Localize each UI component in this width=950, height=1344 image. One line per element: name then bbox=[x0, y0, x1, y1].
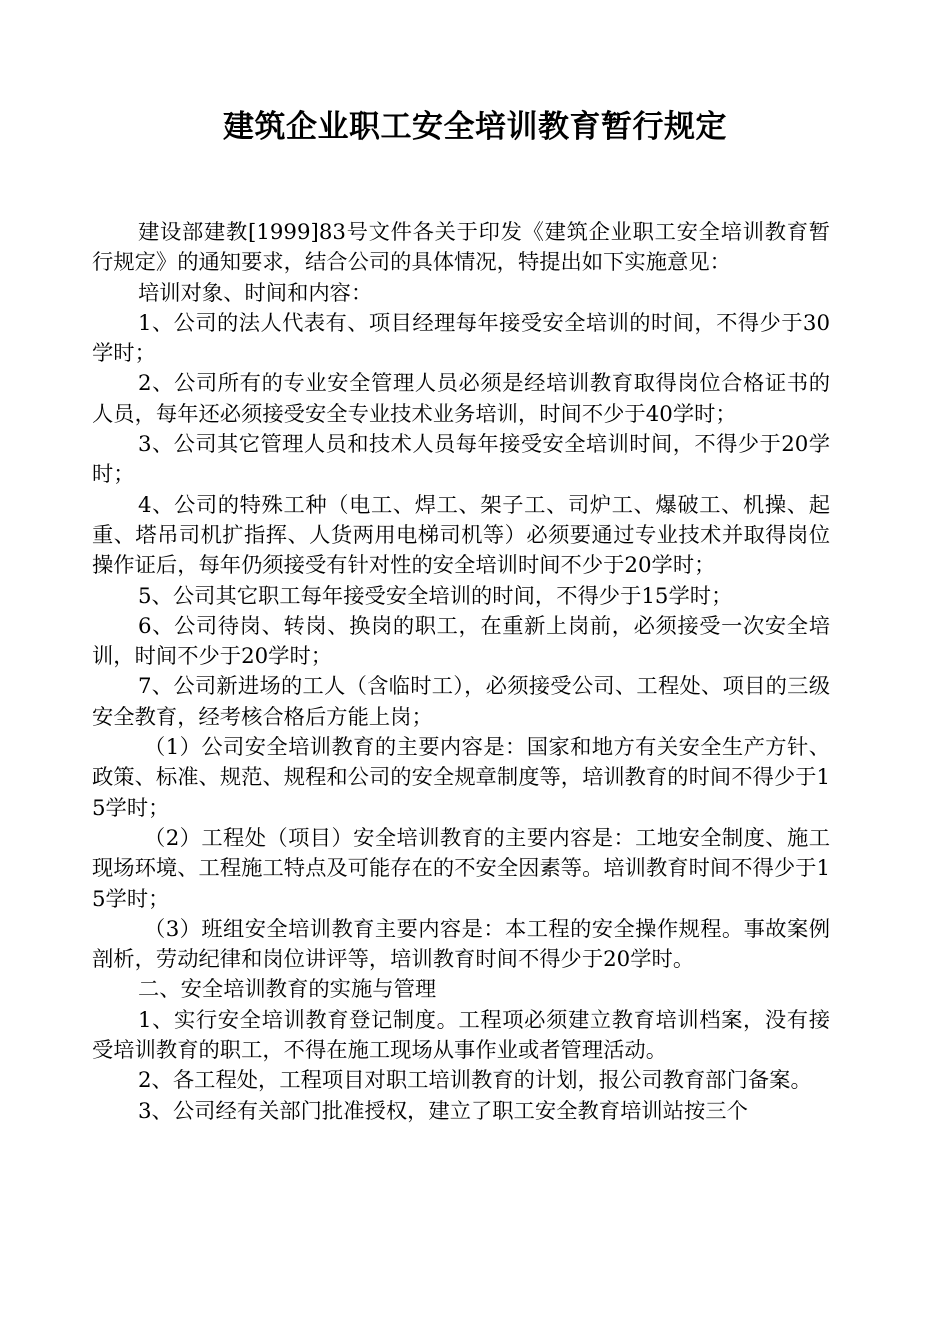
paragraph-management-1: 1、实行安全培训教育登记制度。工程项必须建立教育培训档案，没有接受培训教育的职工，不得在施工现场从事作业或者管理活动。 bbox=[92, 1007, 830, 1064]
paragraph-item-4: 4、公司的特殊工种（电工、焊工、架子工、司炉工、爆破工、机操、起重、塔吊司机扩指挥、人货两用电梯司机等）必须要通过专业技术并取得岗位操作证后，每年仍须接受有针对性的安全培训时间不少于20学时； bbox=[92, 492, 830, 579]
paragraph-subitem-3: （3）班组安全培训教育主要内容是：本工程的安全操作规程。事故案例剖析，劳动纪律和岗位讲评等，培训教育时间不得少于20学时。 bbox=[92, 916, 830, 973]
paragraph-item-7: 7、公司新进场的工人（含临时工），必须接受公司、工程处、项目的三级安全教育，经考核合格后方能上岗； bbox=[92, 674, 830, 730]
paragraph-management-3: 3、公司经有关部门批准授权，建立了职工安全教育培训站按三个 bbox=[138, 1098, 748, 1124]
document-title: 建筑企业职工安全培训教育暂行规定 bbox=[223, 109, 727, 145]
paragraph-item-1: 1、公司的法人代表有、项目经理每年接受安全培训的时间，不得少于30学时； bbox=[92, 310, 830, 367]
paragraph-section-heading: 培训对象、时间和内容： bbox=[138, 280, 373, 306]
paragraph-item-6: 6、公司待岗、转岗、换岗的职工，在重新上岗前，必须接受一次安全培训，时间不少于20学时； bbox=[92, 613, 830, 670]
paragraph-section-two-heading: 二、安全培训教育的实施与管理 bbox=[138, 977, 437, 1003]
paragraph-subitem-2: （2）工程处（项目）安全培训教育的主要内容是：工地安全制度、施工现场环境、工程施工特点及可能存在的不安全因素等。培训教育时间不得少于15学时； bbox=[92, 825, 830, 912]
paragraph-item-5: 5、公司其它职工每年接受安全培训的时间，不得少于15学时； bbox=[138, 583, 733, 609]
paragraph-item-3: 3、公司其它管理人员和技术人员每年接受安全培训时间，不得少于20学时； bbox=[92, 432, 830, 488]
paragraph-item-2: 2、公司所有的专业安全管理人员必须是经培训教育取得岗位合格证书的人员，每年还必须接受安全专业技术业务培训，时间不少于40学时； bbox=[92, 371, 830, 427]
paragraph-subitem-1: （1）公司安全培训教育的主要内容是：国家和地方有关安全生产方针、政策、标准、规范、规程和公司的安全规章制度等，培训教育的时间不得少于15学时； bbox=[92, 735, 830, 821]
document-body bbox=[92, 218, 830, 1127]
paragraph-intro: 建设部建教[1999]83号文件各关于印发《建筑企业职工安全培训教育暂行规定》的通知要求，结合公司的具体情况，特提出如下实施意见： bbox=[92, 220, 830, 276]
paragraph-management-2: 2、各工程处，工程项目对职工培训教育的计划，报公司教育部门备案。 bbox=[138, 1068, 812, 1094]
